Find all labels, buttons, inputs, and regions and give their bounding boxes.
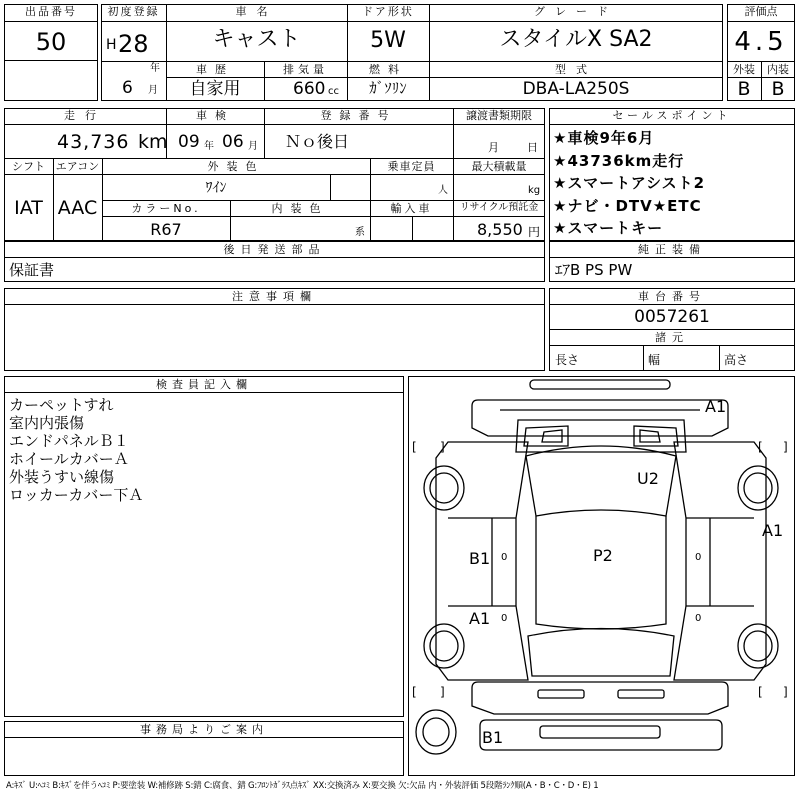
lot-value: 50 [35, 28, 67, 56]
sales-point-item: ★スマートキー [553, 219, 664, 237]
int-color-label: 内装色 [271, 202, 329, 215]
bracket-mark: [ [758, 685, 763, 699]
legend-text: A:ｷｽﾞ U:ﾍｺﾐ B:ｷｽﾞを伴うﾍｺﾐ P:要塗装 W:補修跡 S:錆 C:腐食、錆 G:ﾌﾛﾝﾄｶﾞﾗｽ点ｷｽﾞ XX:交換済み X:要交換 欠:欠品 内・外装評価 5段階ﾗﾝｸ順(A・B・C・D・E) 1 [6, 781, 599, 791]
mileage-label: 走行 [64, 109, 106, 122]
door-value: 5W [370, 28, 406, 53]
exterior-label: 外装 [733, 63, 755, 76]
exterior-value: B [737, 78, 751, 100]
shift-value: IAT [14, 197, 43, 219]
inspector-note: 室内内張傷 [9, 414, 85, 432]
grade-value: スタイルX SA2 [499, 27, 653, 52]
score-label: 評価点 [744, 5, 778, 18]
inspector-title: 検査員記入欄 [156, 378, 252, 391]
max-load-label: 最大積載量 [471, 160, 527, 173]
int-color-unit: 系 [355, 227, 365, 238]
ext-color-label: 外装色 [207, 160, 265, 173]
capacity-label: 乗車定員 [387, 160, 436, 173]
chassis-value: 0057261 [634, 307, 710, 327]
later-parts-value: 保証書 [9, 261, 55, 279]
model-label: 型式 [555, 63, 597, 76]
import-label: 輸入車 [390, 202, 433, 215]
transfer-label: 譲渡書類期限 [466, 109, 532, 122]
interior-label: 内装 [767, 63, 789, 76]
bracket-mark: ] [440, 685, 445, 699]
damage-mark: B1 [482, 728, 504, 747]
aircon-value: AAC [57, 197, 98, 219]
zero-mark: 0 [501, 552, 508, 563]
model-value: DBA-LA250S [522, 79, 630, 99]
fuel-label: 燃料 [369, 63, 407, 76]
damage-mark: B1 [469, 549, 491, 568]
year-value: 28 [118, 30, 149, 58]
displacement-value: 660 [293, 79, 326, 99]
bracket-mark: ] [783, 685, 788, 699]
recycle-value: 8,550 [477, 220, 523, 239]
first-reg-label: 初度登録 [107, 5, 160, 18]
interior-value: B [771, 78, 785, 100]
lot-label: 出品番号 [25, 5, 77, 18]
inspection-month: 06 [222, 132, 244, 152]
year-unit: 年 [150, 63, 160, 74]
ext-color-value: ﾜｲﾝ [205, 180, 227, 196]
transfer-day-unit: 日 [527, 141, 538, 154]
reg-number-value: Ｎｏ後日 [285, 132, 350, 151]
history-label: 車歴 [196, 63, 234, 76]
width-label: 幅 [648, 353, 661, 367]
transfer-month-unit: 月 [488, 141, 499, 154]
month-value: 6 [122, 78, 133, 98]
recycle-label: リサイクル預託金 [459, 202, 539, 213]
inspector-note: エンドパネルＢ１ [9, 432, 129, 450]
zero-mark: 0 [695, 613, 702, 624]
era-prefix: H [106, 37, 117, 53]
damage-mark: A1 [469, 609, 491, 628]
max-load-unit: kg [528, 185, 541, 196]
damage-mark: P2 [593, 546, 613, 565]
color-no-label: カラーNo. [131, 202, 201, 215]
inspector-note: ホイールカバーＡ [9, 450, 129, 468]
grade-label: グレード [534, 5, 618, 18]
car-name-value: キャスト [212, 27, 301, 52]
car-diagram [408, 376, 795, 776]
inspector-note: カーペットすれ [9, 396, 114, 414]
inspector-notes-list [9, 396, 143, 504]
inspection-year-unit: 年 [204, 141, 214, 152]
sales-point-item: ★ナビ・DTV★ETC [553, 196, 702, 215]
equipment-value: ｴｱB PS PW [555, 261, 633, 279]
sales-point-item: ★43736km走行 [553, 151, 685, 170]
zero-mark: 0 [501, 613, 508, 624]
door-label: ドア形状 [362, 5, 414, 18]
month-unit: 月 [148, 85, 158, 96]
height-label: 高さ [724, 353, 749, 367]
inspection-month-unit: 月 [248, 141, 258, 152]
bracket-mark: [ [412, 440, 417, 454]
car-name-label: 車名 [235, 5, 278, 18]
inspector-note: 外装うすい線傷 [9, 468, 115, 486]
bracket-mark: [ [412, 685, 417, 699]
inspection-year: 09 [178, 132, 200, 152]
bracket-mark: ] [783, 440, 788, 454]
recycle-unit: 円 [528, 225, 541, 239]
caution-title: 注意事項欄 [232, 290, 317, 303]
displacement-unit: cc [328, 86, 339, 97]
sales-point-item: ★スマートアシスト2 [553, 174, 706, 192]
dimensions-title: 諸元 [655, 331, 689, 344]
damage-mark: A1 [705, 397, 727, 416]
sales-point-item: ★車検9年6月 [553, 129, 655, 147]
fuel-value: ｶﾞｿﾘﾝ [369, 79, 407, 97]
displacement-label: 排気量 [283, 63, 328, 76]
damage-mark: A1 [762, 521, 784, 540]
later-parts-title: 後日発送部品 [223, 243, 326, 256]
capacity-unit: 人 [438, 185, 448, 196]
office-title: 事務局よりご案内 [140, 723, 268, 736]
sales-points-title: セールスポイント [612, 109, 732, 122]
color-no-value: R67 [150, 220, 182, 239]
inspector-note: ロッカーカバー下Ａ [9, 486, 144, 504]
mileage-value: 43,736 [57, 131, 130, 153]
inspection-label: 車検 [196, 109, 234, 122]
length-label: 長さ [555, 353, 580, 367]
chassis-title: 車台番号 [638, 290, 706, 303]
score-value: 4.5 [734, 27, 788, 57]
reg-number-label: 登録番号 [320, 109, 397, 122]
aircon-label: エアコン [55, 160, 100, 173]
equipment-title: 純正装備 [638, 243, 706, 256]
mileage-unit: km [138, 131, 168, 153]
damage-mark: U2 [637, 469, 659, 488]
bracket-mark: ] [440, 440, 445, 454]
history-value: 自家用 [189, 79, 241, 99]
zero-mark: 0 [695, 552, 702, 563]
bracket-mark: [ [758, 440, 763, 454]
shift-label: シフト [12, 160, 45, 173]
sales-points-list [553, 127, 705, 240]
